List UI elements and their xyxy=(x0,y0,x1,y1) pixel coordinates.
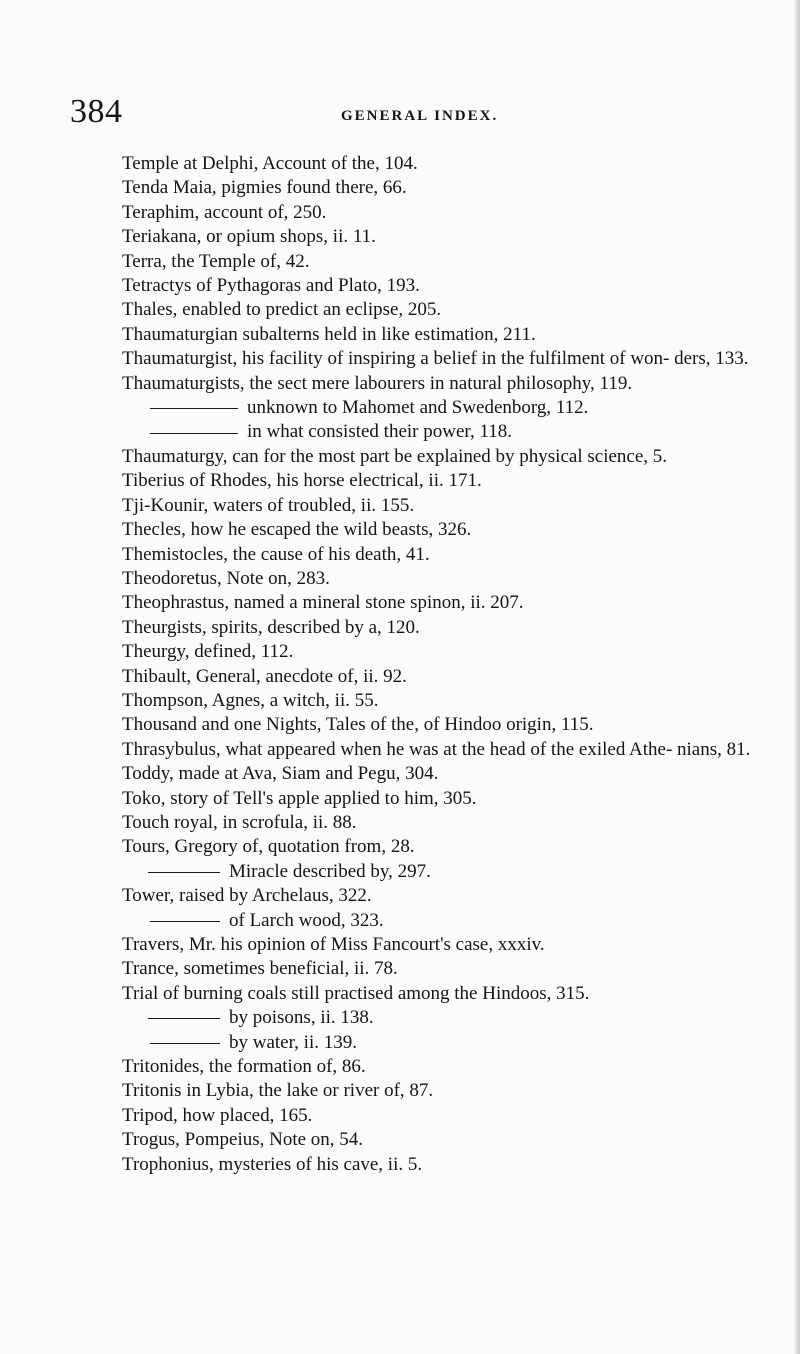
index-entry xyxy=(122,469,762,493)
index-entry-text: Thecles, how he escaped the wild beasts, 326. xyxy=(122,519,472,541)
index-entry-text: Trial of burning coals still practised among the Hindoos, 315. xyxy=(122,982,590,1004)
index-entry xyxy=(122,543,762,567)
index-entry xyxy=(122,762,762,786)
index-entry xyxy=(122,274,762,298)
index-entry-text: Temple at Delphi, Account of the, 104. xyxy=(122,153,418,174)
index-entry-text: Touch royal, in scrofula, ii. 88. xyxy=(122,811,357,833)
index-entry-text: Toko, story of Tell's apple applied to him, 305. xyxy=(122,787,477,809)
index-entry xyxy=(122,665,762,689)
repeat-dash xyxy=(150,433,238,434)
index-entry xyxy=(122,1128,762,1152)
index-entry xyxy=(122,518,762,542)
index-entry xyxy=(122,323,762,347)
index-entry-text: Tripod, how placed, 165. xyxy=(122,1104,313,1126)
index-entry xyxy=(122,347,762,371)
index-entry xyxy=(122,250,762,274)
index-entry-text: in what consisted their power, 118. xyxy=(247,421,513,443)
running-title: GENERAL INDEX. xyxy=(341,108,499,124)
index-entry-text: Thousand and one Nights, Tales of the, of Hindoo origin, 115. xyxy=(122,714,594,736)
index-entry-text: Thibault, General, anecdote of, ii. 92. xyxy=(122,665,407,687)
index-entry xyxy=(122,445,762,469)
index-entry-text: Thompson, Agnes, a witch, ii. 55. xyxy=(122,689,379,711)
index-entry xyxy=(122,884,762,908)
repeat-dash xyxy=(148,872,220,873)
index-entry-text: Trogus, Pompeius, Note on, 54. xyxy=(122,1129,364,1151)
index-entry xyxy=(122,201,762,225)
index-entry xyxy=(122,689,762,713)
index-entry-text: Theodoretus, Note on, 283. xyxy=(122,567,330,589)
index-entry-text: Thrasybulus, what appeared when he was at the head of the exiled Athe- nians, 81. xyxy=(122,738,751,760)
index-entry xyxy=(122,176,762,200)
index-entry-text: Tritonides, the formation of, 86. xyxy=(122,1056,366,1078)
page-number: 384 xyxy=(70,93,123,130)
index-entry-text: Thales, enabled to predict an eclipse, 205. xyxy=(122,299,442,321)
repeat-dash xyxy=(150,921,220,922)
index-entry-text: Theophrastus, named a mineral stone spinon, ii. 207. xyxy=(122,592,524,614)
index-entry xyxy=(122,591,762,615)
index-entry xyxy=(122,713,762,737)
index-entry-text: Tower, raised by Archelaus, 322. xyxy=(122,885,372,907)
repeat-dash xyxy=(150,1043,220,1044)
index-entry-text: Tenda Maia, pigmies found there, 66. xyxy=(122,177,407,199)
index-entry-text: Tiberius of Rhodes, his horse electrical, ii. 171. xyxy=(122,470,482,492)
repeat-dash xyxy=(148,1018,220,1019)
index-entry xyxy=(122,811,762,835)
index-entry xyxy=(122,835,762,859)
index-entry-text: Travers, Mr. his opinion of Miss Fancourt's case, xxxiv. xyxy=(122,934,545,955)
index-entry-text: by poisons, ii. 138. xyxy=(229,1007,374,1029)
index-entry xyxy=(122,982,762,1006)
repeat-dash xyxy=(150,408,238,409)
index-entry-text: Tetractys of Pythagoras and Plato, 193. xyxy=(122,275,420,297)
index-entry-text: Theurgy, defined, 112. xyxy=(122,641,294,663)
index-entry xyxy=(148,860,762,884)
index-entry xyxy=(122,225,762,249)
index-entry-text: Miracle described by, 297. xyxy=(229,860,431,882)
index-entry-text: Thaumaturgian subalterns held in like estimation, 211. xyxy=(122,323,536,345)
page-edge-shadow xyxy=(794,0,800,1354)
index-entry xyxy=(150,909,762,933)
index-entry xyxy=(122,298,762,322)
index-entry-text: Tritonis in Lybia, the lake or river of, 87. xyxy=(122,1080,434,1102)
index-entries-list xyxy=(122,152,762,1177)
index-entry-text: Thaumaturgy, can for the most part be explained by physical science, 5. xyxy=(122,445,668,467)
index-entry-text: Teriakana, or opium shops, ii. 11. xyxy=(122,226,376,248)
index-entry xyxy=(150,396,762,420)
index-entry-text: of Larch wood, 323. xyxy=(229,909,384,931)
index-entry-text: Theurgists, spirits, described by a, 120. xyxy=(122,616,420,638)
index-entry xyxy=(122,933,762,957)
page-header xyxy=(70,92,670,132)
index-entry xyxy=(122,616,762,640)
index-entry-text: Teraphim, account of, 250. xyxy=(122,201,327,223)
index-entry-text: Trophonius, mysteries of his cave, ii. 5. xyxy=(122,1153,423,1175)
index-entry xyxy=(122,152,762,176)
index-entry-text: Toddy, made at Ava, Siam and Pegu, 304. xyxy=(122,763,439,785)
index-entry xyxy=(122,372,762,396)
index-entry-text: Terra, the Temple of, 42. xyxy=(122,250,310,272)
index-entry xyxy=(122,1153,762,1177)
index-entry-text: Themistocles, the cause of his death, 41. xyxy=(122,543,430,565)
index-entry-text: Tji-Kounir, waters of troubled, ii. 155. xyxy=(122,494,415,516)
index-entry xyxy=(122,1079,762,1103)
index-entry xyxy=(122,1104,762,1128)
index-entry xyxy=(122,640,762,664)
index-entry-text: Tours, Gregory of, quotation from, 28. xyxy=(122,836,415,858)
index-entry-text: Thaumaturgist, his facility of inspiring a belief in the fulfilment of won- ders, 133. xyxy=(122,348,749,370)
index-entry-text: unknown to Mahomet and Swedenborg, 112. xyxy=(247,397,589,419)
index-entry xyxy=(122,1055,762,1079)
index-entry xyxy=(148,1006,762,1030)
index-entry xyxy=(122,957,762,981)
index-entry-text: Thaumaturgists, the sect mere labourers in natural philosophy, 119. xyxy=(122,372,633,394)
index-entry-text: by water, ii. 139. xyxy=(229,1031,357,1053)
index-entry xyxy=(150,1031,762,1055)
index-entry xyxy=(122,567,762,591)
index-entry xyxy=(150,420,762,444)
index-entry xyxy=(122,494,762,518)
index-entry xyxy=(122,738,762,762)
index-entry xyxy=(122,787,762,811)
index-entry-text: Trance, sometimes beneficial, ii. 78. xyxy=(122,958,398,980)
